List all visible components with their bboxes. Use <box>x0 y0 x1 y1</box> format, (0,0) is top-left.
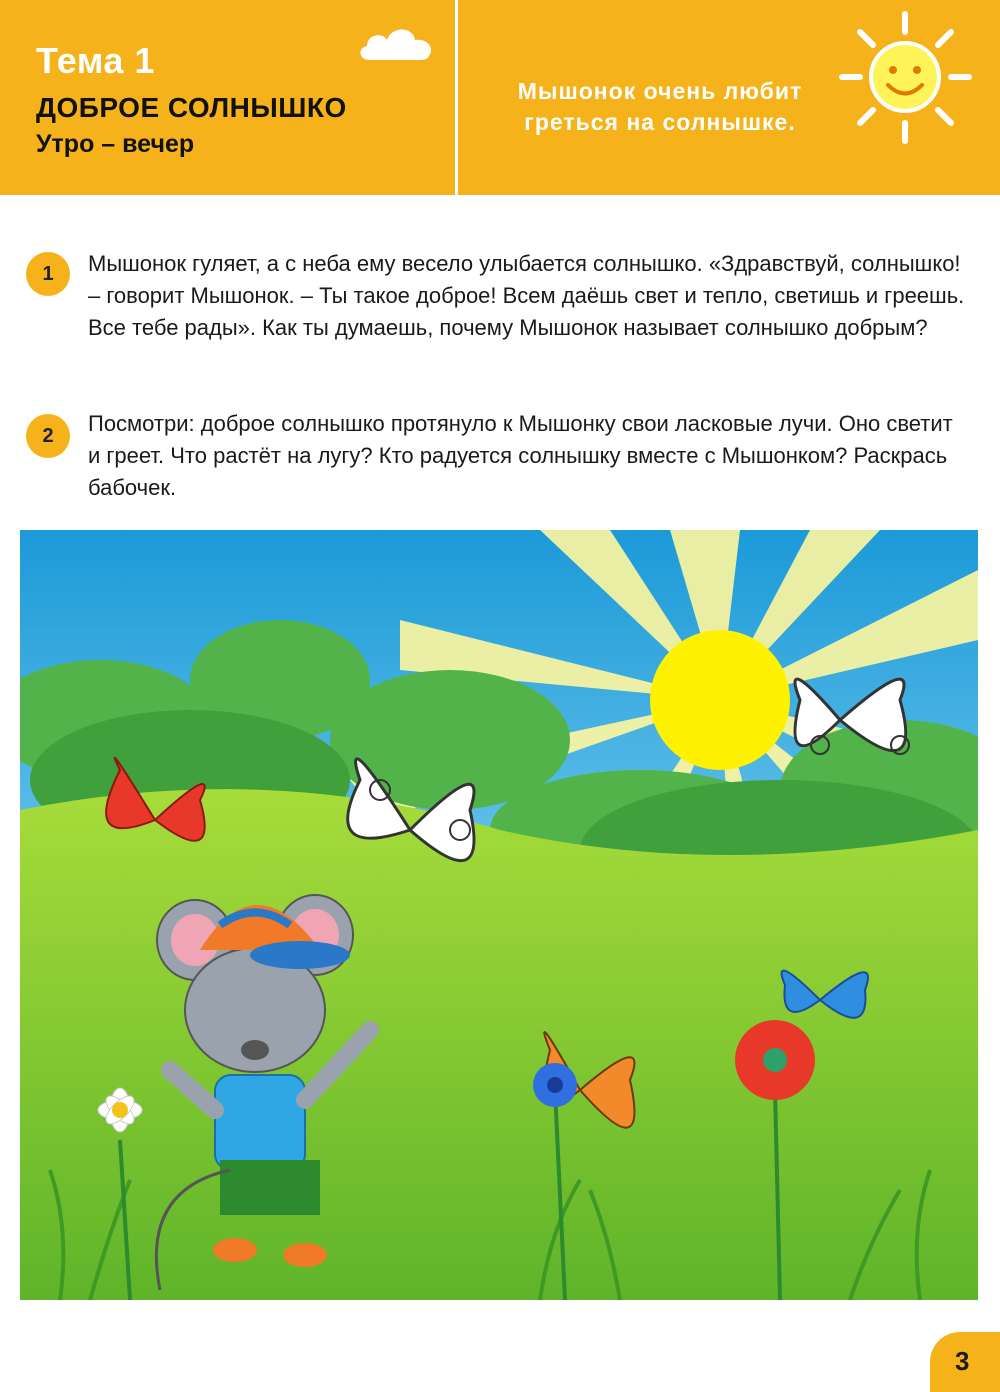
meadow-illustration <box>20 530 978 1300</box>
header-note-line: Мышонок очень любит <box>517 78 803 104</box>
task-text: Посмотри: доброе солнышко протянуло к Мышонку свои ласковые лучи. Оно светит и греет. Что растёт на лугу? Кто радуется солнышку вместе с Мышонком? Раскрась бабочек. <box>88 411 953 500</box>
page-subtitle: Утро – вечер <box>36 130 195 158</box>
topic-header <box>0 0 1000 195</box>
task-number-badge: 2 <box>26 414 70 458</box>
meadow-scene <box>20 530 978 1300</box>
cloud-icon <box>355 22 437 66</box>
page-number: 3 <box>955 1346 970 1376</box>
smiling-sun-icon <box>838 10 973 145</box>
meadow-grass <box>20 789 978 1300</box>
sun <box>650 630 790 770</box>
header-note <box>495 76 825 138</box>
header-divider <box>455 0 458 195</box>
task-text: Мышонок гуляет, а с неба ему весело улыбается солнышко. «Здравствуй, солнышко! – говорит Мышонок. – Ты такое доброе! Всем даёшь свет и тепло, светишь и греешь. Все тебе рады». Как ты думаешь, почему Мышонок называет солнышко добрым? <box>88 251 965 340</box>
header-note-line: греться на солнышке. <box>524 109 796 135</box>
topic-label: Тема 1 <box>36 40 155 81</box>
page-title: ДОБРОЕ СОЛНЫШКО <box>36 92 347 123</box>
task-number-badge: 1 <box>26 252 70 296</box>
